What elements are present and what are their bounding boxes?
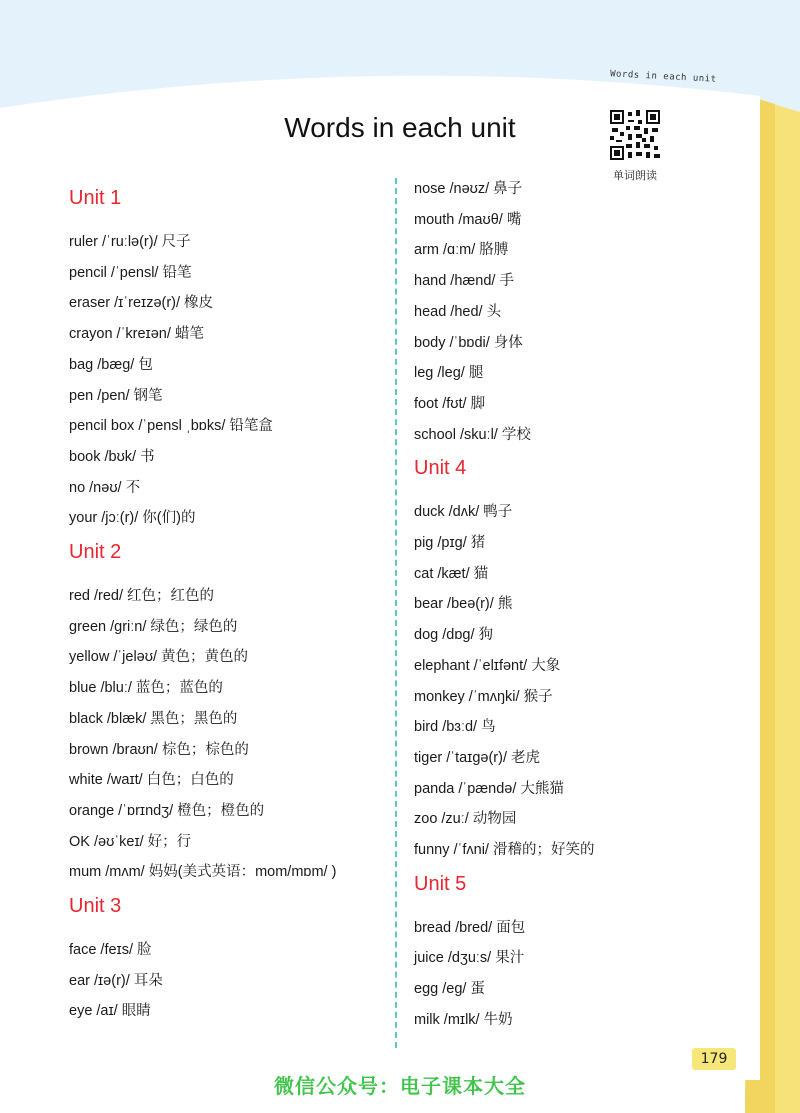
page-title: Words in each unit [284,112,516,143]
vocab-entry: foot /fʊt/ 脚 [414,395,486,412]
vocab-entry: no /nəʊ/ 不 [69,479,141,496]
unit-heading: Unit 5 [414,872,467,895]
vocab-entry: ruler /ˈruːlə(r)/ 尺子 [69,234,191,250]
vocab-entry: hand /hænd/ 手 [414,273,514,290]
vocab-entry: red /red/ 红色；红色的 [69,588,215,604]
vocab-entry: mouth /maʊθ/ 嘴 [414,211,522,228]
vocab-entry: bag /bæɡ/ 包 [69,356,153,373]
vocab-entry: milk /mɪlk/ 牛奶 [414,1011,513,1028]
qr-caption: 单词朗读 [613,169,657,182]
vocab-entry: brown /braʊn/ 棕色；棕色的 [69,741,249,758]
vocab-entry: eraser /ɪˈreɪzə(r)/ 橡皮 [69,295,214,312]
unit-heading: Unit 3 [69,895,122,917]
vocab-entry: bread /bred/ 面包 [414,919,526,936]
vocab-entry: juice /dʒuːs/ 果汁 [414,950,525,967]
vocab-entry: pencil /ˈpensl/ 铅笔 [69,264,192,281]
unit-heading: Unit 2 [69,541,122,563]
running-head: Words in each unit [609,69,717,85]
vocab-entry: your /jɔː(r)/ 你(们)的 [69,510,196,527]
vocab-entry: bird /bɜːd/ 鸟 [414,719,496,736]
vocab-entry: monkey /ˈmʌŋki/ 猴子 [414,688,553,705]
vocab-entry: nose /nəʊz/ 鼻子 [414,181,523,197]
vocab-entry: ear /ɪə(r)/ 耳朵 [69,972,163,989]
column-divider [395,178,397,1048]
vocab-entry: elephant /ˈelɪfənt/ 大象 [414,657,561,674]
vocab-entry: white /waɪt/ 白色；白色的 [69,772,234,789]
vocab-entry: head /hed/ 头 [414,303,502,320]
vocab-entry: pencil box /ˈpensl ˌbɒks/ 铅笔盒 [69,418,273,435]
vocab-entry: panda /ˈpændə/ 大熊猫 [414,780,564,797]
vocab-entry: funny /ˈfʌni/ 滑稽的；好笑的 [414,842,595,858]
vocab-entry: blue /bluː/ 蓝色；蓝色的 [69,680,223,697]
vocab-entry: dog /dɒɡ/ 狗 [414,627,493,644]
vocab-entry: crayon /ˈkreɪən/ 蜡笔 [69,326,204,343]
vocab-entry: mum /mʌm/ 妈妈(美式英语：mom/mɒm/ ) [69,864,337,881]
vocab-entry: pen /pen/ 钢笔 [69,387,163,404]
vocab-entry: body /ˈbɒdi/ 身体 [414,334,523,351]
unit-heading: Unit 4 [414,457,467,480]
vocab-entry: zoo /zuː/ 动物园 [414,811,517,828]
vocab-entry: OK /əʊˈkeɪ/ 好；行 [69,833,192,850]
vocab-entry: cat /kæt/ 猫 [414,565,489,582]
vocab-entry: bear /beə(r)/ 熊 [414,596,513,613]
vocab-entry: tiger /ˈtaɪɡə(r)/ 老虎 [414,749,541,766]
vocab-entry: book /bʊk/ 书 [69,448,155,465]
vocab-entry: duck /dʌk/ 鸭子 [414,504,513,521]
vocab-entry: egg /eɡ/ 蛋 [414,981,485,998]
vocab-entry: school /skuːl/ 学校 [414,426,531,443]
watermark-text: 微信公众号：电子课本大全 [274,1074,526,1098]
vocab-entry: face /feɪs/ 脸 [69,942,152,958]
vocab-entry: green /ɡriːn/ 绿色；绿色的 [69,618,238,635]
vocab-entry: arm /ɑːm/ 胳膊 [414,242,509,259]
vocab-entry: leg /leɡ/ 腿 [414,365,484,382]
vocab-entry: orange /ˈɒrɪndʒ/ 橙色；橙色的 [69,802,265,819]
qr-code-icon[interactable] [610,110,660,160]
vocab-entry: eye /aɪ/ 眼睛 [69,1003,151,1020]
unit-heading: Unit 1 [69,187,122,209]
vocab-entry: black /blæk/ 黑色；黑色的 [69,710,238,727]
vocab-entry: yellow /ˈjeləʊ/ 黄色；黄色的 [69,649,249,666]
vocab-entry: pig /pɪɡ/ 猪 [414,535,486,551]
page-number: 179 [692,1048,736,1070]
